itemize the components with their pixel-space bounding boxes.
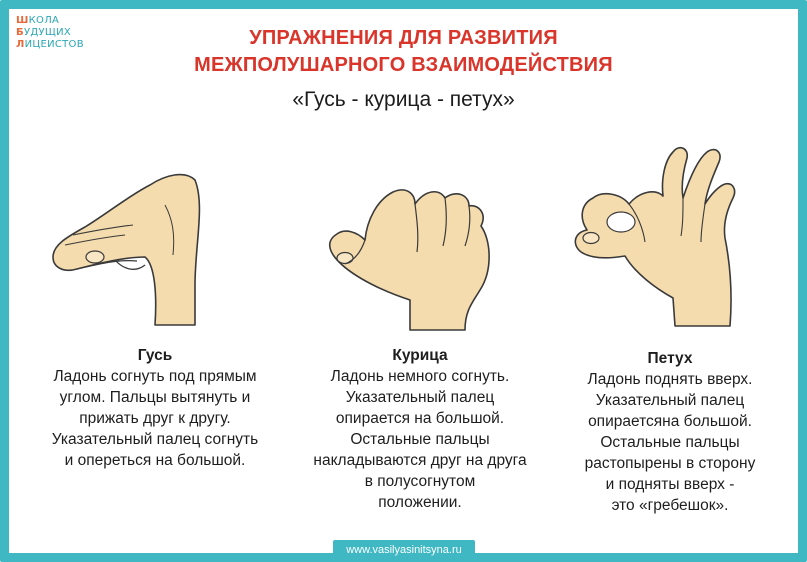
exercise-text-line: в полусогнутом [364,473,476,490]
exercise-text-line: Ладонь поднять вверх. [587,371,753,388]
exercise-text-line: углом. Пальцы вытянуть и [59,389,251,406]
exercise-text-line: Ладонь согнуть под прямым [53,368,257,385]
exercise-text-line: Указательный палец [345,389,495,406]
exercise-text-line: Ладонь немного согнуть. [330,368,510,385]
page-title-line-2: МЕЖПОЛУШАРНОГО ВЗАИМОДЕЙСТВИЯ [194,54,613,76]
exercise-text-line: растопырены в сторону [584,455,756,472]
exercise-text-line: накладываются друг на друга [313,452,527,469]
exercise-card-goose [20,345,290,471]
exercise-text-line: это «гребешок». [611,497,729,514]
exercise-text-line: Остальные пальцы [350,431,490,448]
hen-hand-illustration [315,180,515,335]
exercise-card-rooster [545,348,795,516]
page-title-line-1: УПРАЖНЕНИЯ ДЛЯ РАЗВИТИЯ [249,27,558,49]
exercise-text-line: Остальные пальцы [600,434,740,451]
page-subtitle: «Гусь - курица - петух» [292,88,515,111]
exercise-title: Петух [647,350,693,367]
school-logo: ШКОЛА БУДУЩИХ ЛИЦЕИСТОВ [16,15,84,50]
exercise-text-line: прижать друг к другу. [79,410,231,427]
exercise-text-line: опирается на большой. [335,410,505,427]
exercise-text-line: положении. [378,494,462,511]
exercise-text-line: опираетсяна большой. [588,413,752,430]
rooster-hand-illustration [565,138,765,328]
goose-hand-illustration [45,165,260,330]
exercise-text-line: и подняты вверх - [605,476,735,493]
logo-line-1: КОЛА [28,15,60,26]
logo-line-3: ИЦЕИСТОВ [24,39,84,50]
logo-line-2: УДУЩИХ [23,27,72,38]
exercise-text-line: и опереться на большой. [64,452,246,469]
website-link[interactable]: www.vasilyasinitsyna.ru [333,540,475,560]
exercise-title: Курица [392,347,448,364]
exercise-text-line: Указательный палец [595,392,745,409]
exercise-text-line: Указательный палец согнуть [51,431,259,448]
exercise-title: Гусь [137,347,173,364]
exercise-card-hen [285,345,555,513]
